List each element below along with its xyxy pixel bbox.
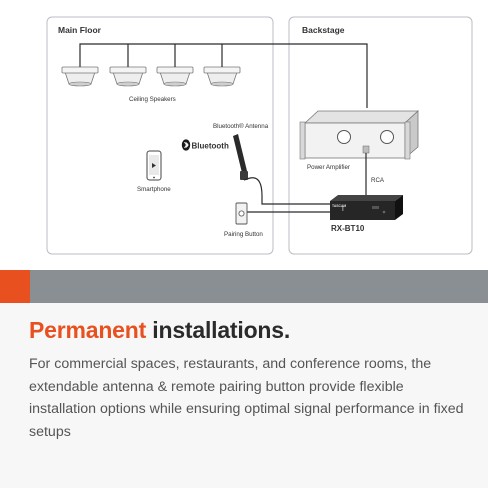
accent-block xyxy=(0,270,30,303)
ceiling-speaker-icon xyxy=(204,60,240,86)
receiver-brand-mark: TASCAM xyxy=(332,204,347,208)
antenna-cable xyxy=(244,178,330,204)
text-panel xyxy=(0,303,488,488)
rca-label: RCA xyxy=(371,177,385,184)
divider-band xyxy=(0,270,488,303)
description: For commercial spaces, restaurants, and conference rooms, the extendable antenna & remote pairing button provide flexible installation options while ensuring optimal signal performance in fixed setups xyxy=(29,356,464,440)
bt-antenna-icon xyxy=(233,134,248,180)
headline-accent: Permanent xyxy=(29,317,147,343)
zone-backstage-label: Backstage xyxy=(302,25,345,35)
zone-main-floor-label: Main Floor xyxy=(58,25,101,35)
ceiling-speaker-icon xyxy=(110,60,146,86)
power-amplifier-icon xyxy=(300,111,418,159)
bluetooth-logo xyxy=(182,139,229,150)
gray-band xyxy=(30,270,488,303)
rx-bt10-label: RX-BT10 xyxy=(331,224,365,233)
ceiling-speakers-label: Ceiling Speakers xyxy=(129,96,176,103)
smartphone-label: Smartphone xyxy=(137,186,171,193)
pairing-button-icon xyxy=(236,203,247,224)
ceiling-speaker-icon xyxy=(157,60,193,86)
headline-rest: installations. xyxy=(152,317,291,343)
smartphone-icon xyxy=(147,151,161,180)
pairing-button-label: Pairing Button xyxy=(224,231,263,238)
rx-bt10-receiver-icon xyxy=(330,195,403,220)
bt-antenna-label: Bluetooth® Antenna xyxy=(213,123,269,130)
bluetooth-wordmark: Bluetooth xyxy=(191,141,229,151)
power-amplifier-label: Power Amplifier xyxy=(307,164,350,171)
ceiling-speaker-icon xyxy=(62,60,98,86)
headline xyxy=(29,317,290,344)
